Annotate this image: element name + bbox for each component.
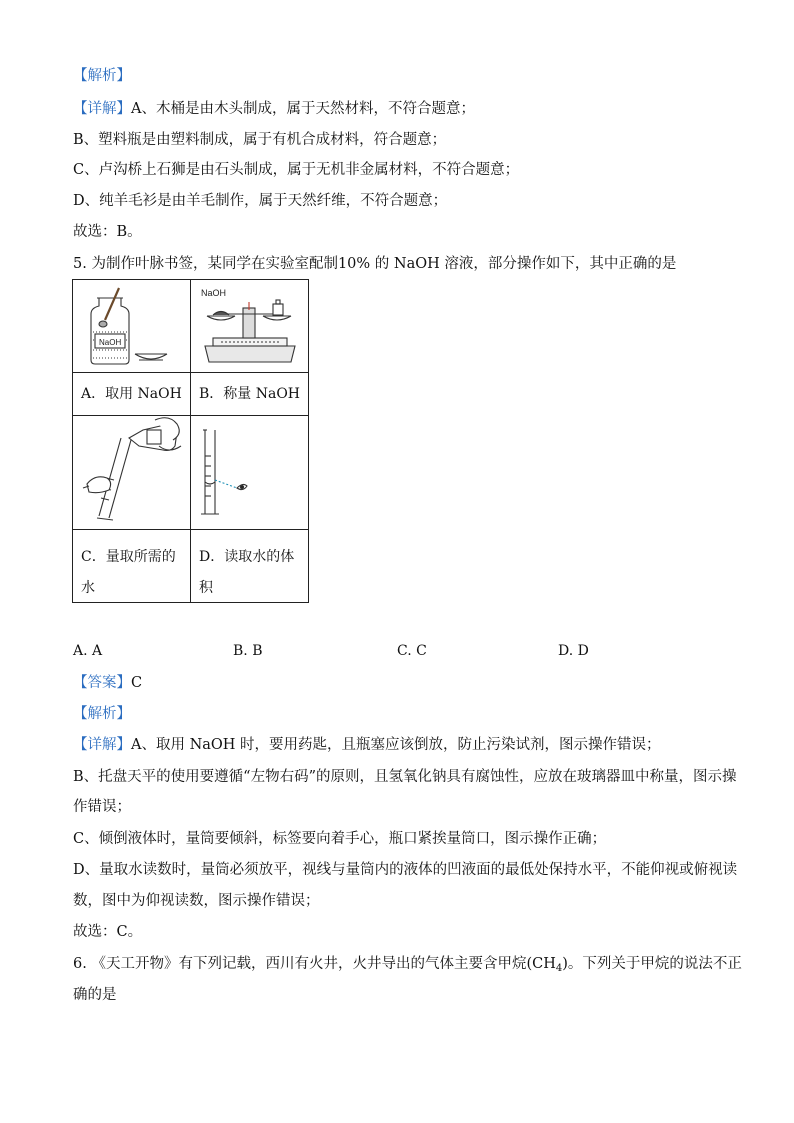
explain-line: 【详解】A、木桶是由木头制成，属于天然材料，不符合题意； [73, 101, 475, 117]
choice-line: 故选：B。 [73, 224, 142, 240]
option-c-label: C．量取所需的 水 [81, 549, 176, 596]
explain-header: 【解析】 [73, 706, 131, 722]
figure-c-pour-water [73, 416, 190, 529]
detail-tag: 【详解】 [73, 101, 131, 117]
question-6-stem: 6. 《天工开物》有下列记载，西川有火井，火井导出的气体主要含甲烷$(CH_4)$。下列关于甲烷的说法不正 [73, 956, 742, 974]
choice-line: 故选：C。 [73, 924, 143, 940]
figure-b-cell [191, 280, 309, 373]
figure-a-cell [73, 280, 191, 373]
figure-b-weigh-naoh [191, 280, 308, 372]
figure-c-cell [73, 416, 191, 530]
option-d-label: D．读取水的体 积 [199, 549, 295, 596]
answer-option-b: B. B [233, 643, 263, 659]
explain-header: 【解析】 [73, 68, 131, 84]
explain-line: 数，图中为仰视读数，图示操作错误； [73, 893, 320, 909]
question-5-stem: 5. 为制作叶脉书签，某同学在实验室配制10% 的 NaOH 溶液，部分操作如下，其中正确的是 [73, 256, 677, 272]
explain-line: D、量取水读数时，量筒必须放平，视线与量筒内的液体的凹液面的最低处保持水平，不能仰视或俯视读 [73, 862, 738, 878]
option-a-label: A．取用 NaOH [81, 386, 182, 402]
bottle-label: NaOH [99, 338, 122, 347]
explain-line: B、塑料瓶是由塑料制成，属于有机合成材料，符合题意； [73, 132, 447, 148]
explain-line: C、倾倒液体时，量筒要倾斜，标签要向着手心，瓶口紧挨量筒口，图示操作正确； [73, 831, 607, 847]
explain-line: 【详解】A、取用 NaOH 时，要用药匙，且瓶塞应该倒放，防止污染试剂，图示操作错误； [73, 737, 661, 753]
operations-table [72, 279, 309, 603]
answer-option-c: C. C [397, 643, 427, 659]
figure-d-read-volume [191, 416, 308, 529]
balance-label: NaOH [201, 288, 227, 298]
explain-line: 作错误； [73, 799, 131, 815]
answer-line [73, 673, 142, 693]
answer-option-a: A. A [73, 643, 103, 659]
figure-a-take-naoh [73, 280, 190, 372]
question-6-stem-line2: 确的是 [73, 987, 117, 1003]
explain-line: B、托盘天平的使用要遵循“左物右码”的原则，且氢氧化钠具有腐蚀性，应放在玻璃器皿中称量，图示操 [73, 769, 737, 785]
figure-d-cell [191, 416, 309, 530]
answer-value: C [131, 675, 143, 691]
answer-tag: 【答案】 [73, 675, 131, 691]
explain-line: D、纯羊毛衫是由羊毛制作，属于天然纤维，不符合题意； [73, 193, 448, 209]
option-b-label: B．称量 NaOH [199, 386, 301, 402]
detail-tag: 【详解】 [73, 737, 131, 753]
explain-line: C、卢沟桥上石狮是由石头制成，属于无机非金属材料，不符合题意； [73, 162, 520, 178]
answer-option-d: D. D [558, 643, 589, 659]
